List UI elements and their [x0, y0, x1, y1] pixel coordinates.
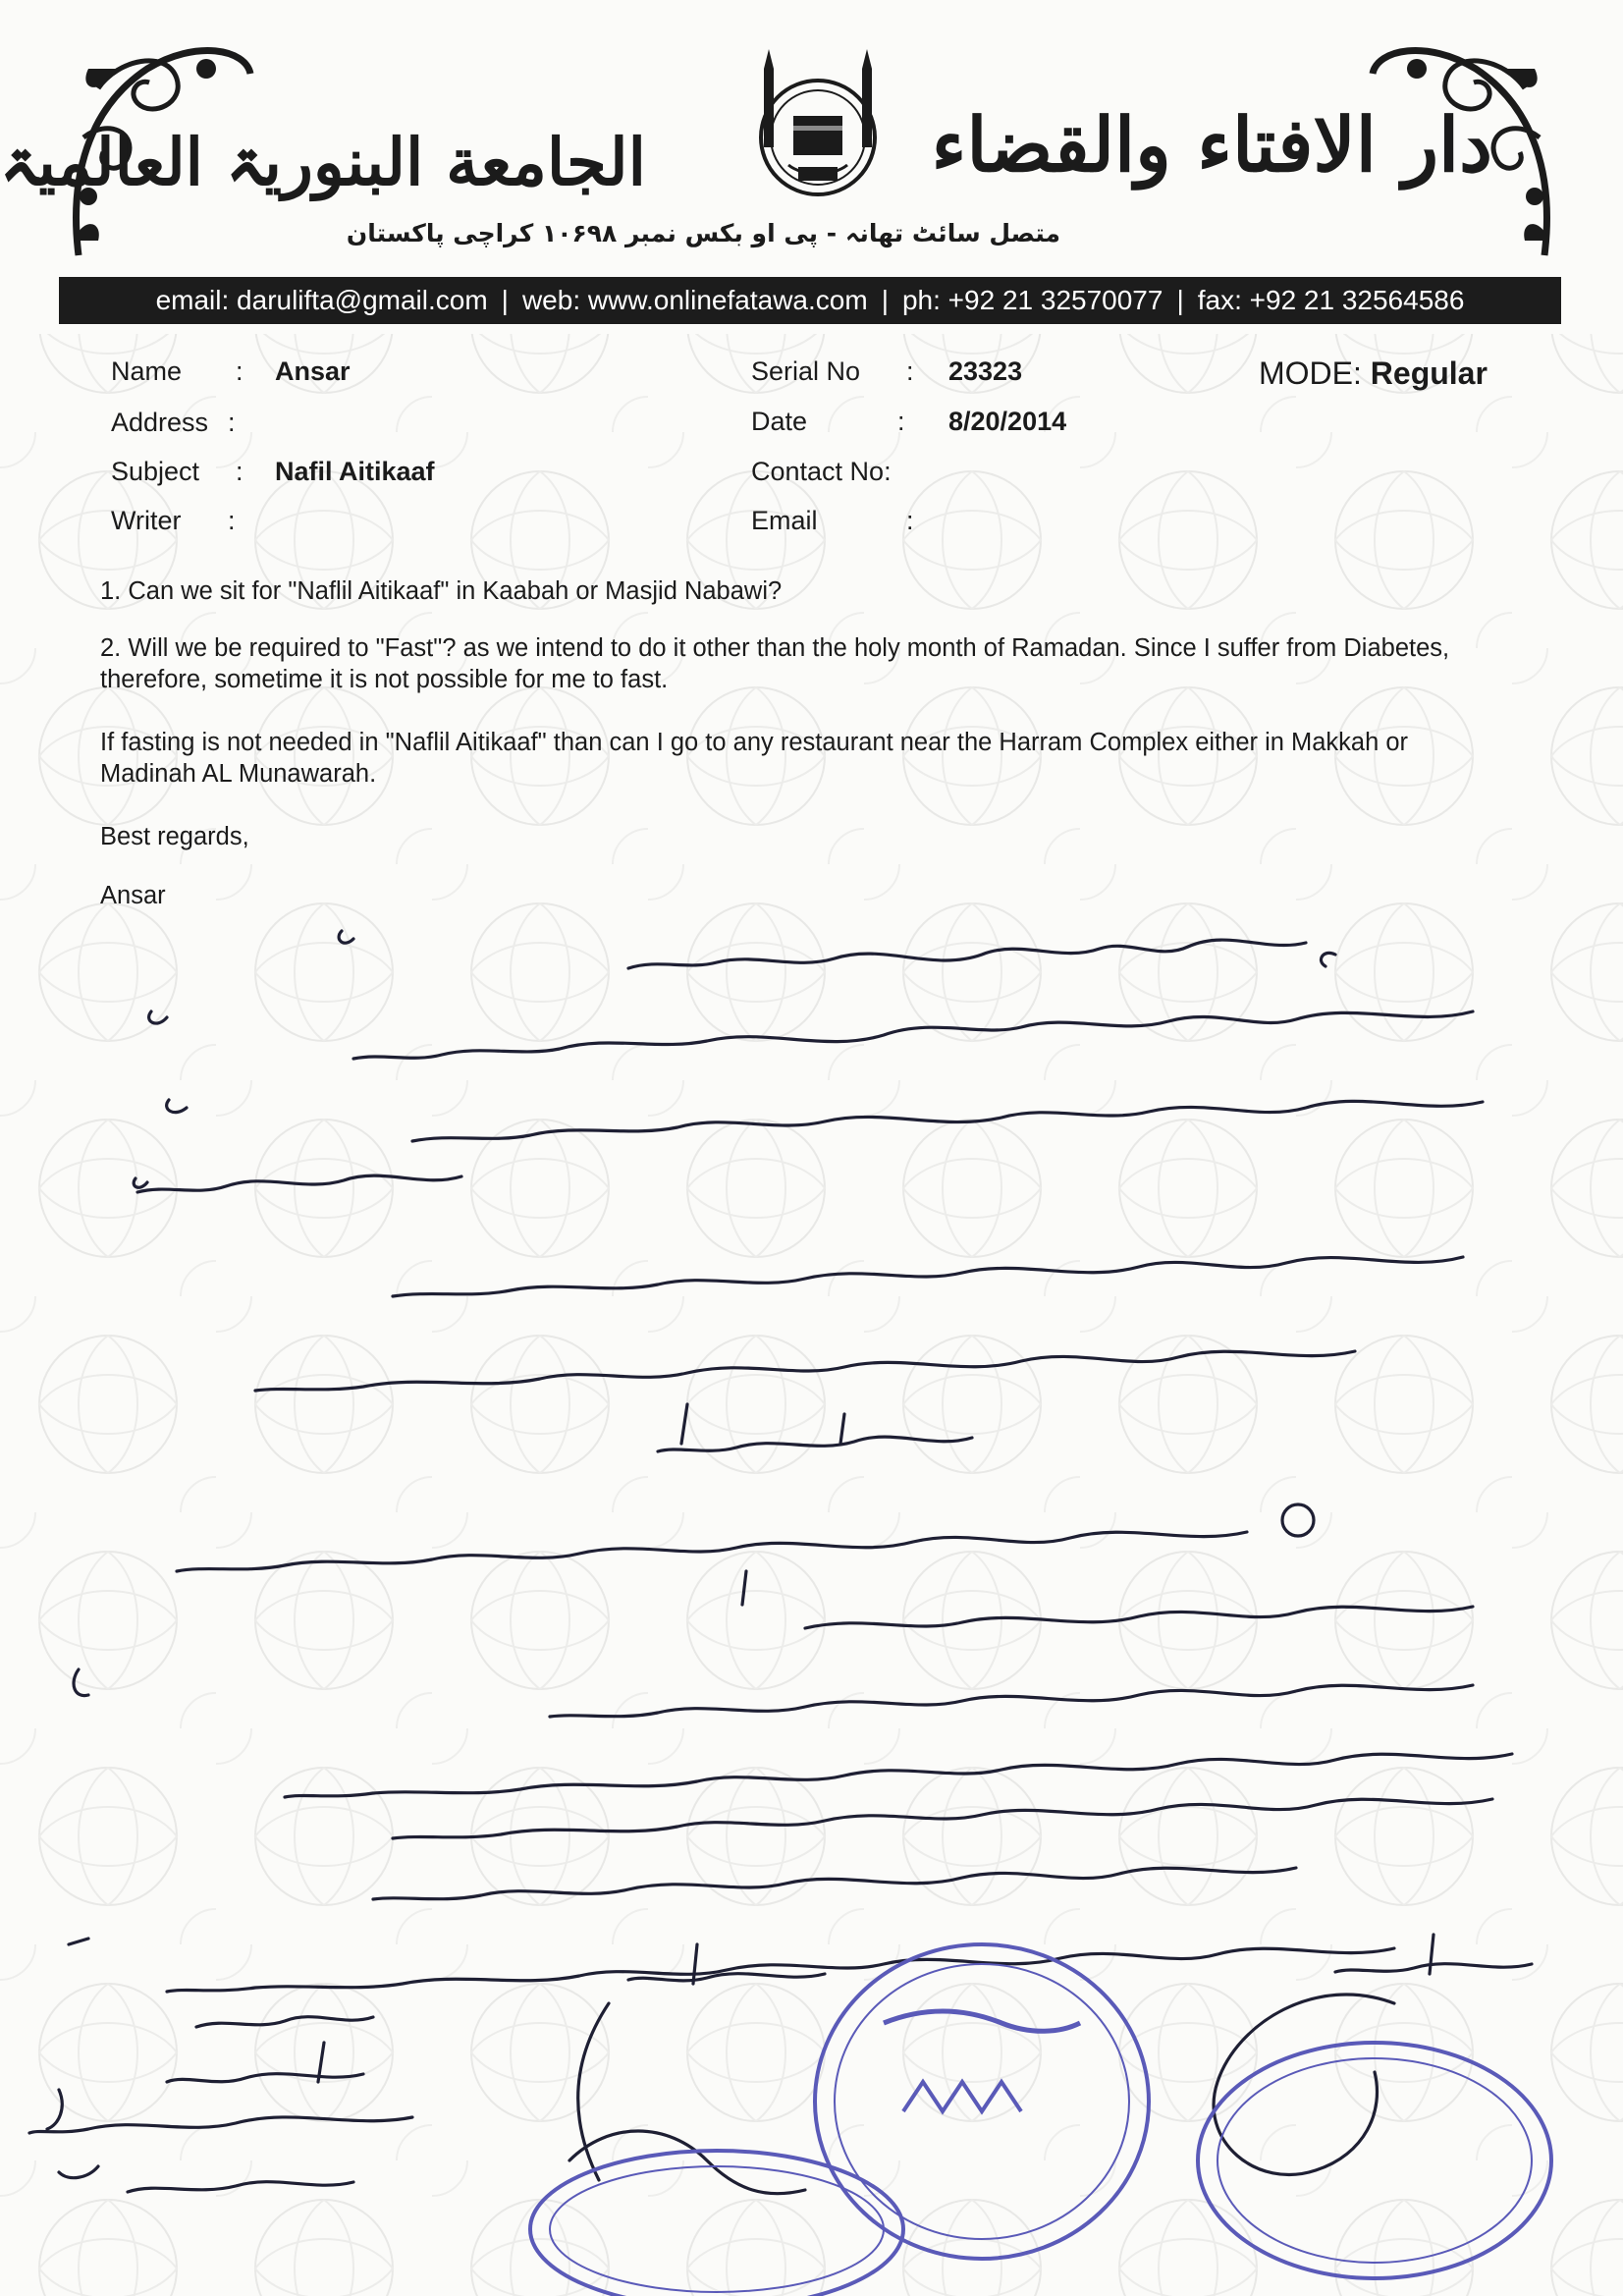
questioner-signature: Ansar: [100, 882, 166, 909]
email-colon: :: [906, 506, 914, 535]
darulifta-round-stamp: [815, 1944, 1149, 2259]
serial-colon: :: [906, 356, 914, 386]
subject-label: Subject: [111, 457, 200, 486]
question-2: 2. Will we be required to "Fast"? as we intend to do it other than the holy month of Ramadan. Since I suffer from Diabetes, therefore, sometime it is not possible for me to fast.: [100, 634, 1450, 693]
contact-website[interactable]: web: www.onlinefatawa.com: [521, 285, 868, 315]
serial-value: 23323: [948, 356, 1023, 386]
name-label: Name: [111, 356, 183, 386]
question-1: 1. Can we sit for "Naflil Aitikaaf" in Kaabah or Masjid Nabawi?: [100, 577, 783, 605]
name-colon: :: [236, 356, 243, 386]
name-value: Ansar: [275, 356, 351, 386]
date-value: 8/20/2014: [948, 407, 1067, 436]
mode-value: Regular: [1370, 355, 1488, 391]
contact-separator: |: [1176, 285, 1184, 315]
date-label: Date: [751, 407, 808, 436]
email-label: Email: [751, 506, 818, 535]
jamia-seal-stamp-right: [1198, 2043, 1551, 2278]
subject-colon: :: [236, 457, 243, 486]
mode-label: MODE:: [1259, 355, 1362, 391]
date-colon: :: [897, 407, 905, 436]
contact-phone: ph: +92 21 32570077: [901, 285, 1163, 315]
address-colon: :: [228, 408, 236, 437]
letterhead-title-jamia: الجامعة البنوریۃ العالمیۃ: [0, 124, 646, 200]
contact-email[interactable]: email: darulifta@gmail.com: [155, 285, 488, 315]
closing-regards: Best regards,: [100, 823, 249, 850]
jamia-seal-stamp-left: [530, 2151, 903, 2296]
question-3: If fasting is not needed in "Naflil Aitikaaf" than can I go to any restaurant near the Harram Complex either in Makkah or Madinah AL Munawarah.: [100, 729, 1409, 788]
contact-no-label: Contact No:: [751, 457, 892, 486]
contact-separator: |: [501, 285, 509, 315]
writer-colon: :: [228, 506, 236, 535]
contact-fax: fax: +92 21 32564586: [1197, 285, 1465, 315]
serial-label: Serial No: [751, 356, 861, 386]
letterhead-title-darulifta: دار الافتاء والقضاء: [931, 101, 1492, 189]
writer-label: Writer: [111, 506, 182, 535]
address-label: Address: [111, 408, 209, 437]
letterhead-address: متصل سائٹ تھانہ - پی او بکس نمبر ۱۰۶۹۸ کراچی پاکستان: [346, 219, 1060, 247]
contact-separator: |: [881, 285, 889, 315]
subject-value: Nafil Aitikaaf: [275, 457, 435, 486]
